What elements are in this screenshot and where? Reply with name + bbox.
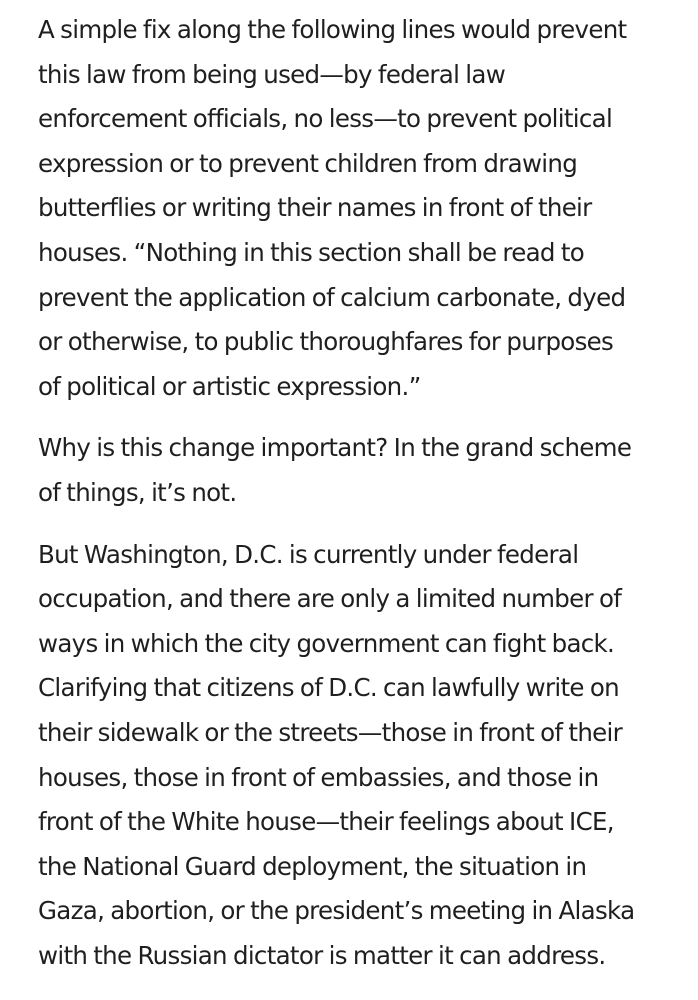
text-line: their sidewalk or the streets—those in front of their — [38, 717, 623, 747]
text-line: A simple fix along the following lines would prevent — [38, 15, 627, 44]
text-line: prevent the application of calcium carbonate, dyed — [38, 282, 626, 312]
text-line: ways in which the city government can fight back. — [38, 628, 615, 658]
text-line: of things, it’s not. — [38, 477, 237, 507]
text-line: occupation, and there are only a limited number of — [38, 584, 622, 614]
paragraph-proposed-fix — [38, 8, 678, 409]
text-line: But Washington, D.C. is currently under federal — [38, 539, 579, 569]
text-line: or otherwise, to public thoroughfares for purposes — [38, 327, 614, 357]
paragraph-importance-question — [38, 426, 678, 515]
text-line: Gaza, abortion, or the president’s meeting in Alaska — [38, 896, 635, 926]
text-line: butterflies or writing their names in front of their — [38, 193, 592, 223]
text-line: Clarifying that citizens of D.C. can lawfully write on — [38, 673, 619, 703]
text-line: this law from being used—by federal law — [38, 59, 506, 89]
article-body — [38, 8, 678, 995]
paragraph-washington-context — [38, 533, 678, 979]
text-line: Why is this change important? In the grand scheme — [38, 433, 632, 463]
text-line: the National Guard deployment, the situation in — [38, 851, 587, 881]
text-line: houses, those in front of embassies, and those in — [38, 762, 599, 792]
text-line: of political or artistic expression.” — [38, 371, 421, 401]
text-line: with the Russian dictator is matter it can address. — [38, 940, 606, 970]
text-line: front of the White house—their feelings about ICE, — [38, 807, 614, 837]
text-line: expression or to prevent children from drawing — [38, 148, 578, 178]
text-line: enforcement officials, no less—to prevent political — [38, 104, 613, 134]
text-line: houses. “Nothing in this section shall be read to — [38, 237, 585, 267]
